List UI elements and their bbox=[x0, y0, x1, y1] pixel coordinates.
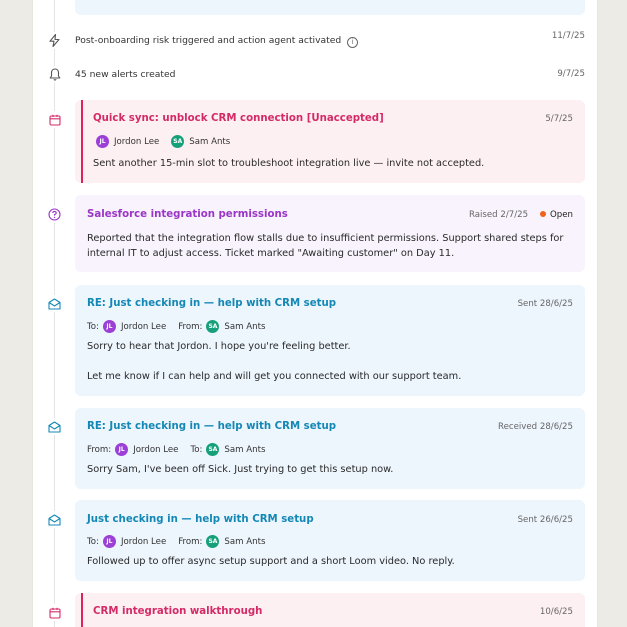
card-body: Sorry to hear that Jordon. I hope you're feeling better. bbox=[87, 341, 351, 352]
event-text: 45 new alerts created bbox=[75, 69, 176, 80]
ticket-raised-date: Raised 2/7/25 bbox=[468, 210, 529, 220]
event-date: 9/7/25 bbox=[557, 69, 585, 79]
participant-name: Sam Ants bbox=[189, 136, 231, 147]
participant-name: Jordon Lee bbox=[133, 444, 179, 455]
avatar: SA bbox=[206, 320, 219, 333]
participant-name: Jordon Lee bbox=[120, 536, 167, 547]
card-body: Sent another 15-min slot to troubleshoot integration live — invite not accepted. bbox=[93, 158, 485, 169]
card-accent-bar bbox=[81, 593, 83, 627]
email-sent-date: Sent 26/6/25 bbox=[517, 515, 573, 525]
help-circle-icon bbox=[46, 206, 63, 223]
to-label: To: bbox=[87, 321, 99, 332]
participants bbox=[87, 535, 277, 548]
calendar-icon bbox=[46, 604, 63, 621]
card-title[interactable]: Quick sync: unblock CRM connection [Unaccepted] bbox=[93, 113, 384, 124]
avatar: SA bbox=[206, 443, 219, 456]
event-date: 11/7/25 bbox=[551, 31, 585, 41]
info-icon[interactable]: i bbox=[347, 37, 358, 48]
to-label: To: bbox=[190, 444, 203, 455]
support-ticket-card[interactable] bbox=[75, 195, 585, 272]
envelope-open-icon bbox=[46, 295, 63, 312]
avatar: JL bbox=[103, 320, 116, 333]
meeting-card[interactable] bbox=[75, 100, 585, 183]
avatar: SA bbox=[206, 535, 219, 548]
status-badge: Open bbox=[550, 210, 573, 220]
event-row bbox=[75, 31, 585, 48]
card-title[interactable]: CRM integration walkthrough bbox=[93, 606, 263, 617]
card-body: Followed up to offer async setup support and a short Loom video. No reply. bbox=[87, 556, 455, 567]
to-label: To: bbox=[87, 536, 99, 547]
email-card[interactable] bbox=[75, 500, 585, 581]
meeting-card[interactable] bbox=[75, 593, 585, 627]
card-date: 10/6/25 bbox=[539, 607, 573, 617]
participant-name: Jordon Lee bbox=[120, 321, 167, 332]
participant-name: Sam Ants bbox=[224, 321, 266, 332]
from-label: From: bbox=[87, 444, 112, 455]
lightning-icon bbox=[46, 32, 63, 49]
participants bbox=[87, 443, 277, 456]
card-title[interactable]: Salesforce integration permissions bbox=[87, 209, 288, 220]
email-received-date: Received 28/6/25 bbox=[498, 422, 573, 432]
card-date: 5/7/25 bbox=[545, 114, 573, 124]
email-card[interactable] bbox=[75, 408, 585, 489]
card-title[interactable]: Just checking in — help with CRM setup bbox=[87, 514, 314, 525]
participants bbox=[87, 320, 277, 333]
card-body: Reported that the integration flow stalls due to insufficient permissions. Support shared steps for internal IT to adjust access. Ticket marked "Awaiting customer" on Day 11. bbox=[87, 233, 564, 259]
timeline-card-partial[interactable] bbox=[75, 0, 585, 15]
email-sent-date: Sent 28/6/25 bbox=[517, 299, 573, 309]
card-title[interactable]: RE: Just checking in — help with CRM setup bbox=[87, 421, 337, 432]
activity-timeline-panel bbox=[32, 0, 598, 627]
envelope-open-icon bbox=[46, 511, 63, 528]
card-body: Let me know if I can help and will get you connected with our support team. bbox=[87, 371, 462, 382]
avatar: JL bbox=[96, 135, 109, 148]
from-label: From: bbox=[178, 321, 203, 332]
participant-name: Jordon Lee bbox=[114, 136, 160, 147]
event-row bbox=[75, 69, 585, 80]
participant-name: Sam Ants bbox=[224, 536, 266, 547]
email-card[interactable] bbox=[75, 285, 585, 396]
avatar: SA bbox=[171, 135, 184, 148]
bell-icon bbox=[46, 66, 63, 83]
timeline-rail bbox=[54, 0, 55, 627]
card-body: Sorry Sam, I've been off Sick. Just trying to get this setup now. bbox=[87, 464, 394, 475]
avatar: JL bbox=[103, 535, 116, 548]
calendar-icon bbox=[46, 111, 63, 128]
participants bbox=[96, 135, 242, 148]
status-dot bbox=[540, 211, 546, 217]
from-label: From: bbox=[178, 536, 203, 547]
card-title[interactable]: RE: Just checking in — help with CRM setup bbox=[87, 298, 337, 309]
participant-name: Sam Ants bbox=[224, 444, 266, 455]
avatar: JL bbox=[115, 443, 128, 456]
card-accent-bar bbox=[81, 100, 83, 183]
event-text: Post-onboarding risk triggered and action agent activated bbox=[75, 35, 342, 46]
ticket-meta bbox=[469, 210, 573, 220]
envelope-open-icon bbox=[46, 418, 63, 435]
